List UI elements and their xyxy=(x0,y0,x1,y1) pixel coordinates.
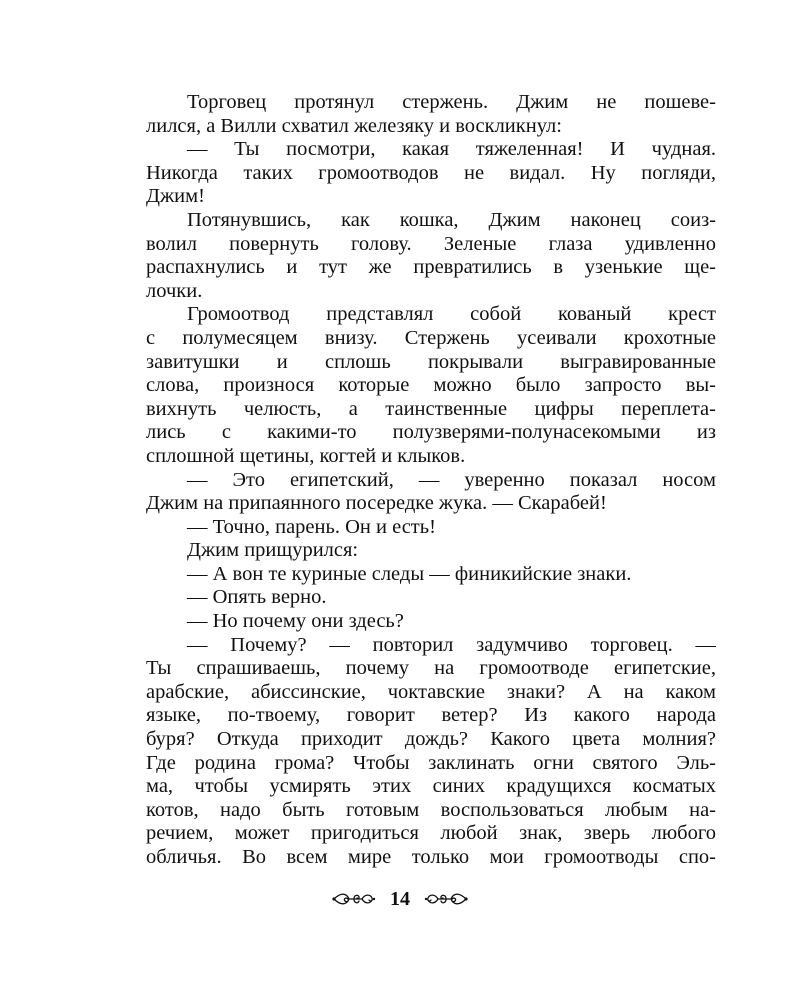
text-line: Джим прищурился: xyxy=(187,539,359,562)
text-line: Громоотвод представлял собой кованый крест xyxy=(187,303,716,326)
text-line: — Ты посмотри, какая тяжеленная! И чудная. xyxy=(187,138,716,161)
text-line: волил повернуть голову. Зеленые глаза удивленно xyxy=(146,232,716,255)
text-line: — Почему? — повторил задумчиво торговец. — xyxy=(187,633,716,656)
text-line: ма, чтобы усмирять этих синих крадущихся косматых xyxy=(146,775,716,798)
text-line: буря? Откуда приходит дождь? Какого цвета молния? xyxy=(146,728,716,751)
text-line: обличья. Во всем мире только мои громоотводы спо- xyxy=(146,846,716,868)
text-line: лился, а Вилли схватил железяку и воскликнул: xyxy=(146,114,562,137)
text-line: Потянувшись, как кошка, Джим наконец соиз- xyxy=(187,208,716,231)
text-line: завитушки и сплошь покрывали выгравированные xyxy=(146,350,716,373)
text-line: Никогда таких громоотводов не видал. Ну погляди, xyxy=(146,161,716,184)
text-line: арабские, абиссинские, чоктавские знаки? А на каком xyxy=(146,680,716,703)
text-line: — Опять верно. xyxy=(187,586,327,609)
text-line: речием, может пригодиться любой знак, зверь любого xyxy=(146,822,716,845)
text-line: Торговец протянул стержень. Джим не пошеве- xyxy=(187,91,716,113)
text-line: языке, по-твоему, говорит ветер? Из какого народа xyxy=(146,704,716,727)
text-line: лись с какими-то полузверями-полунасекомыми из xyxy=(146,421,716,444)
text-line: Джим на припаянного посередке жука. — Скарабей! xyxy=(146,492,607,515)
text-line: распахнулись и тут же превратились в узенькие ще- xyxy=(146,256,716,279)
text-line: Где родина грома? Чтобы заклинать огни святого Эль- xyxy=(146,751,716,774)
text-line: лочки. xyxy=(146,279,203,302)
text-line: — Точно, парень. Он и есть! xyxy=(187,515,436,538)
flourish-ornament-icon xyxy=(332,888,376,910)
text-line: вихнуть челюсть, а таинственные цифры переплета- xyxy=(146,397,716,420)
text-line: слова, произнося которые можно было запросто вы- xyxy=(146,374,716,397)
text-line: Ты спрашиваешь, почему на громоотводе египетские, xyxy=(146,657,716,680)
page-number: 14 xyxy=(390,887,410,910)
text-line: с полумесяцем внизу. Стержень усеивали крохотные xyxy=(146,326,716,349)
page-footer xyxy=(0,884,800,914)
text-line: — Это египетский, — уверенно показал носом xyxy=(187,468,716,491)
text-line: Джим! xyxy=(146,185,205,208)
flourish-ornament-icon xyxy=(424,888,468,910)
text-line: сплошной щетины, когтей и клыков. xyxy=(146,444,466,467)
text-line: — А вон те куриные следы — финикийские знаки. xyxy=(187,562,632,585)
body-text xyxy=(146,91,716,870)
text-line: — Но почему они здесь? xyxy=(187,610,404,633)
text-line: котов, надо быть готовым воспользоваться любым на- xyxy=(146,798,716,821)
